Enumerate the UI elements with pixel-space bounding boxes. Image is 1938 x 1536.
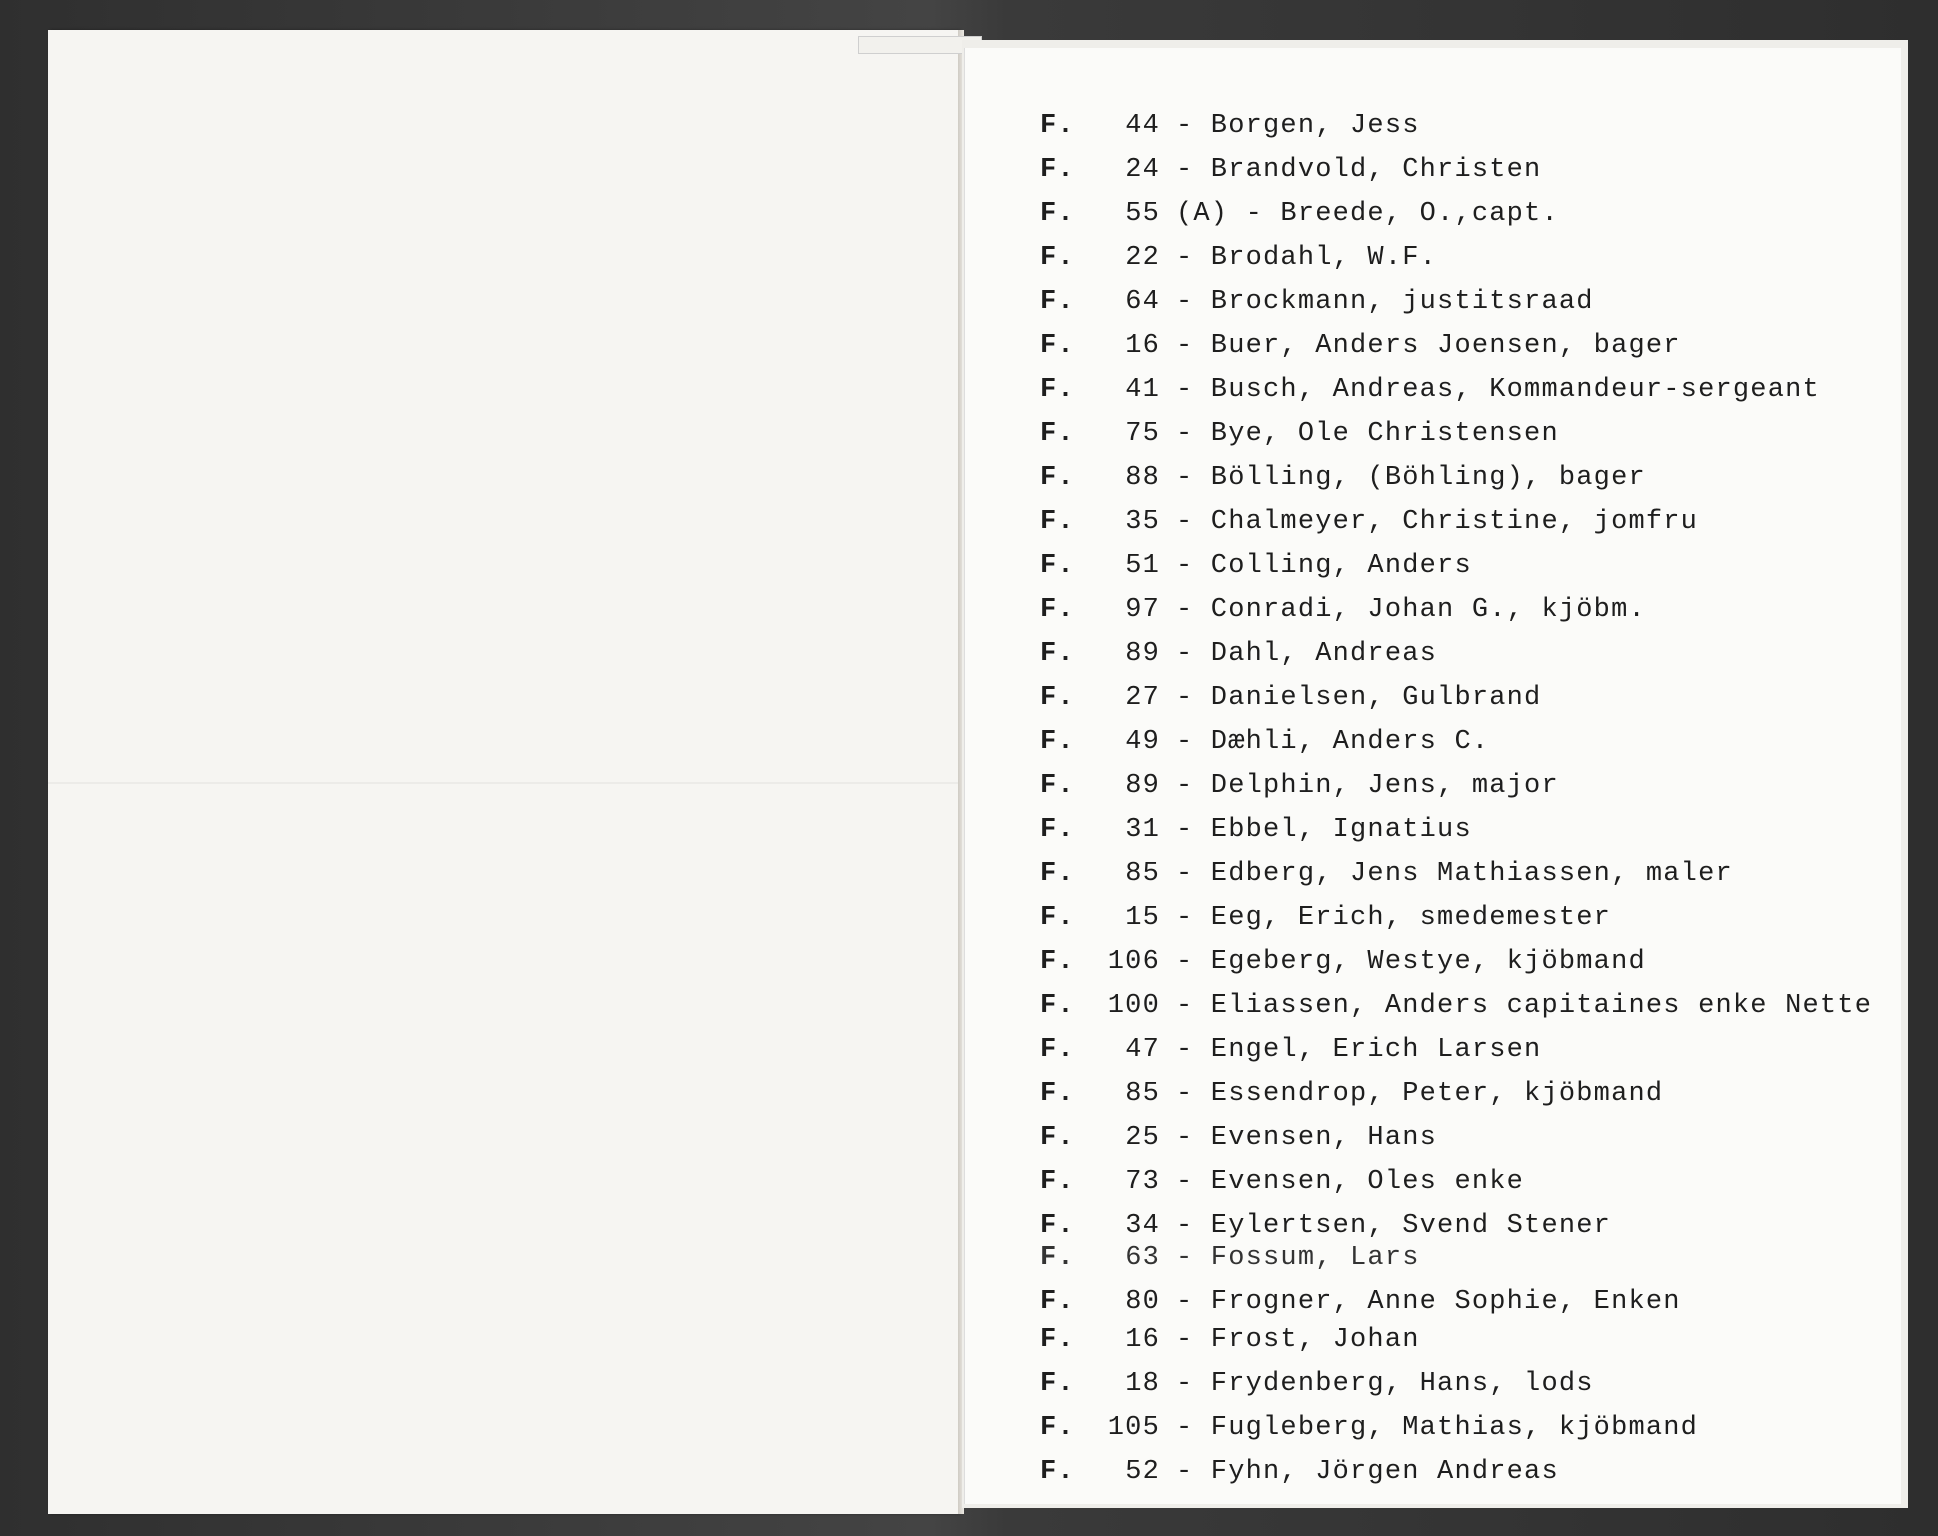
entry-prefix: F. [1040, 199, 1075, 229]
index-entry [1040, 986, 1872, 1026]
index-entry [1040, 766, 1559, 806]
entry-text: - Egeberg, Westye, kjöbmand [1176, 947, 1646, 977]
entry-number: 75 [1125, 419, 1160, 449]
index-entry [1040, 1364, 1594, 1404]
index-entry [1040, 810, 1472, 850]
index-entry [1040, 458, 1646, 498]
entry-text: - Brandvold, Christen [1176, 155, 1542, 185]
index-entry [1040, 1238, 1420, 1278]
entry-number: 47 [1125, 1035, 1160, 1065]
entry-prefix: F. [1040, 1243, 1075, 1273]
entry-number: 34 [1125, 1211, 1160, 1241]
entry-text: - Frogner, Anne Sophie, Enken [1176, 1287, 1681, 1317]
index-entry [1040, 722, 1489, 762]
entry-text: - Conradi, Johan G., kjöbm. [1176, 595, 1646, 625]
index-entry [1040, 898, 1611, 938]
entry-prefix: F. [1040, 903, 1075, 933]
index-entry [1040, 414, 1559, 454]
entry-prefix: F. [1040, 1369, 1075, 1399]
index-entry [1040, 546, 1472, 586]
entry-prefix: F. [1040, 595, 1075, 625]
index-entry [1040, 634, 1437, 674]
entry-text: - Bölling, (Böhling), bager [1176, 463, 1646, 493]
entry-number: 85 [1125, 1079, 1160, 1109]
entry-prefix: F. [1040, 243, 1075, 273]
entry-text: - Colling, Anders [1176, 551, 1472, 581]
entry-prefix: F. [1040, 1325, 1075, 1355]
left-blank-page [48, 30, 958, 1514]
entry-text: - Borgen, Jess [1176, 111, 1420, 141]
entry-prefix: F. [1040, 683, 1075, 713]
entry-number: 64 [1125, 287, 1160, 317]
entry-number: 89 [1125, 639, 1160, 669]
entry-prefix: F. [1040, 1167, 1075, 1197]
entry-number: 89 [1125, 771, 1160, 801]
entry-text: - Ebbel, Ignatius [1176, 815, 1472, 845]
entry-number: 97 [1125, 595, 1160, 625]
entry-number: 15 [1125, 903, 1160, 933]
entry-prefix: F. [1040, 155, 1075, 185]
entry-prefix: F. [1040, 771, 1075, 801]
entry-number: 106 [1107, 947, 1160, 977]
entry-prefix: F. [1040, 947, 1075, 977]
index-entry [1040, 942, 1646, 982]
entry-text: - Delphin, Jens, major [1176, 771, 1559, 801]
index-entry [1040, 678, 1541, 718]
entry-number: 24 [1125, 155, 1160, 185]
index-entry [1040, 1162, 1524, 1202]
entry-text: - Evensen, Oles enke [1176, 1167, 1525, 1197]
entry-prefix: F. [1040, 1413, 1075, 1443]
entry-number: 35 [1125, 507, 1160, 537]
entry-number: 51 [1125, 551, 1160, 581]
entry-text: - Fossum, Lars [1176, 1243, 1420, 1273]
entry-number: 41 [1125, 375, 1160, 405]
index-entry [1040, 194, 1559, 234]
entry-number: 27 [1125, 683, 1160, 713]
entry-text: - Brockmann, justitsraad [1176, 287, 1594, 317]
entry-number: 85 [1125, 859, 1160, 889]
entry-prefix: F. [1040, 1079, 1075, 1109]
entry-text: - Evensen, Hans [1176, 1123, 1438, 1153]
entry-prefix: F. [1040, 1211, 1075, 1241]
entry-text: - Dahl, Andreas [1176, 639, 1438, 669]
entry-prefix: F. [1040, 111, 1075, 141]
index-entry [1040, 1074, 1663, 1114]
index-entry [1040, 590, 1646, 630]
entry-prefix: F. [1040, 375, 1075, 405]
entry-prefix: F. [1040, 331, 1075, 361]
entry-text: - Essendrop, Peter, kjöbmand [1176, 1079, 1664, 1109]
index-entry [1040, 1408, 1698, 1448]
entry-number: 52 [1125, 1457, 1160, 1487]
entry-number: 22 [1125, 243, 1160, 273]
entry-text: - Eeg, Erich, smedemester [1176, 903, 1612, 933]
index-entry [1040, 370, 1820, 410]
index-entry [1040, 238, 1437, 278]
entry-prefix: F. [1040, 1035, 1075, 1065]
entry-number: 25 [1125, 1123, 1160, 1153]
entry-number: 18 [1125, 1369, 1160, 1399]
entry-number: 100 [1107, 991, 1160, 1021]
entry-prefix: F. [1040, 1123, 1075, 1153]
entry-number: 73 [1125, 1167, 1160, 1197]
entry-number: 16 [1125, 331, 1160, 361]
index-entry [1040, 1320, 1420, 1360]
entry-number: 63 [1125, 1243, 1160, 1273]
index-entry [1040, 1282, 1681, 1322]
entry-text: (A) - Breede, O.,capt. [1176, 199, 1559, 229]
entry-number: 80 [1125, 1287, 1160, 1317]
entry-number: 49 [1125, 727, 1160, 757]
entry-text: - Brodahl, W.F. [1176, 243, 1438, 273]
entry-text: - Engel, Erich Larsen [1176, 1035, 1542, 1065]
index-entry [1040, 150, 1541, 190]
entry-prefix: F. [1040, 859, 1075, 889]
entry-prefix: F. [1040, 1457, 1075, 1487]
page-fold-line [48, 782, 958, 784]
entry-prefix: F. [1040, 419, 1075, 449]
index-entry [1040, 106, 1420, 146]
entry-text: - Dæhli, Anders C. [1176, 727, 1490, 757]
entry-number: 16 [1125, 1325, 1160, 1355]
entry-number: 55 [1125, 199, 1160, 229]
entry-prefix: F. [1040, 507, 1075, 537]
entry-prefix: F. [1040, 287, 1075, 317]
entry-text: - Fugleberg, Mathias, kjöbmand [1176, 1413, 1699, 1443]
entry-prefix: F. [1040, 639, 1075, 669]
index-entry [1040, 1452, 1559, 1492]
entry-text: - Frydenberg, Hans, lods [1176, 1369, 1594, 1399]
index-entry [1040, 326, 1681, 366]
entry-text: - Frost, Johan [1176, 1325, 1420, 1355]
entry-prefix: F. [1040, 991, 1075, 1021]
entry-text: - Buer, Anders Joensen, bager [1176, 331, 1681, 361]
entry-text: - Fyhn, Jörgen Andreas [1176, 1457, 1559, 1487]
index-entry [1040, 502, 1698, 542]
entry-text: - Eylertsen, Svend Stener [1176, 1211, 1612, 1241]
index-entry [1040, 1030, 1541, 1070]
entry-text: - Edberg, Jens Mathiassen, maler [1176, 859, 1733, 889]
index-entry [1040, 854, 1733, 894]
entry-text: - Busch, Andreas, Kommandeur-sergeant [1176, 375, 1820, 405]
index-entry [1040, 1118, 1437, 1158]
entry-text: - Bye, Ole Christensen [1176, 419, 1559, 449]
entry-prefix: F. [1040, 463, 1075, 493]
entry-prefix: F. [1040, 1287, 1075, 1317]
index-entry [1040, 282, 1594, 322]
entry-number: 88 [1125, 463, 1160, 493]
entry-number: 44 [1125, 111, 1160, 141]
entry-text: - Chalmeyer, Christine, jomfru [1176, 507, 1699, 537]
entry-number: 105 [1107, 1413, 1160, 1443]
entry-number: 31 [1125, 815, 1160, 845]
entry-text: - Danielsen, Gulbrand [1176, 683, 1542, 713]
entry-prefix: F. [1040, 551, 1075, 581]
entry-text: - Eliassen, Anders capitaines enke Nette [1176, 991, 1873, 1021]
entry-prefix: F. [1040, 815, 1075, 845]
entry-prefix: F. [1040, 727, 1075, 757]
